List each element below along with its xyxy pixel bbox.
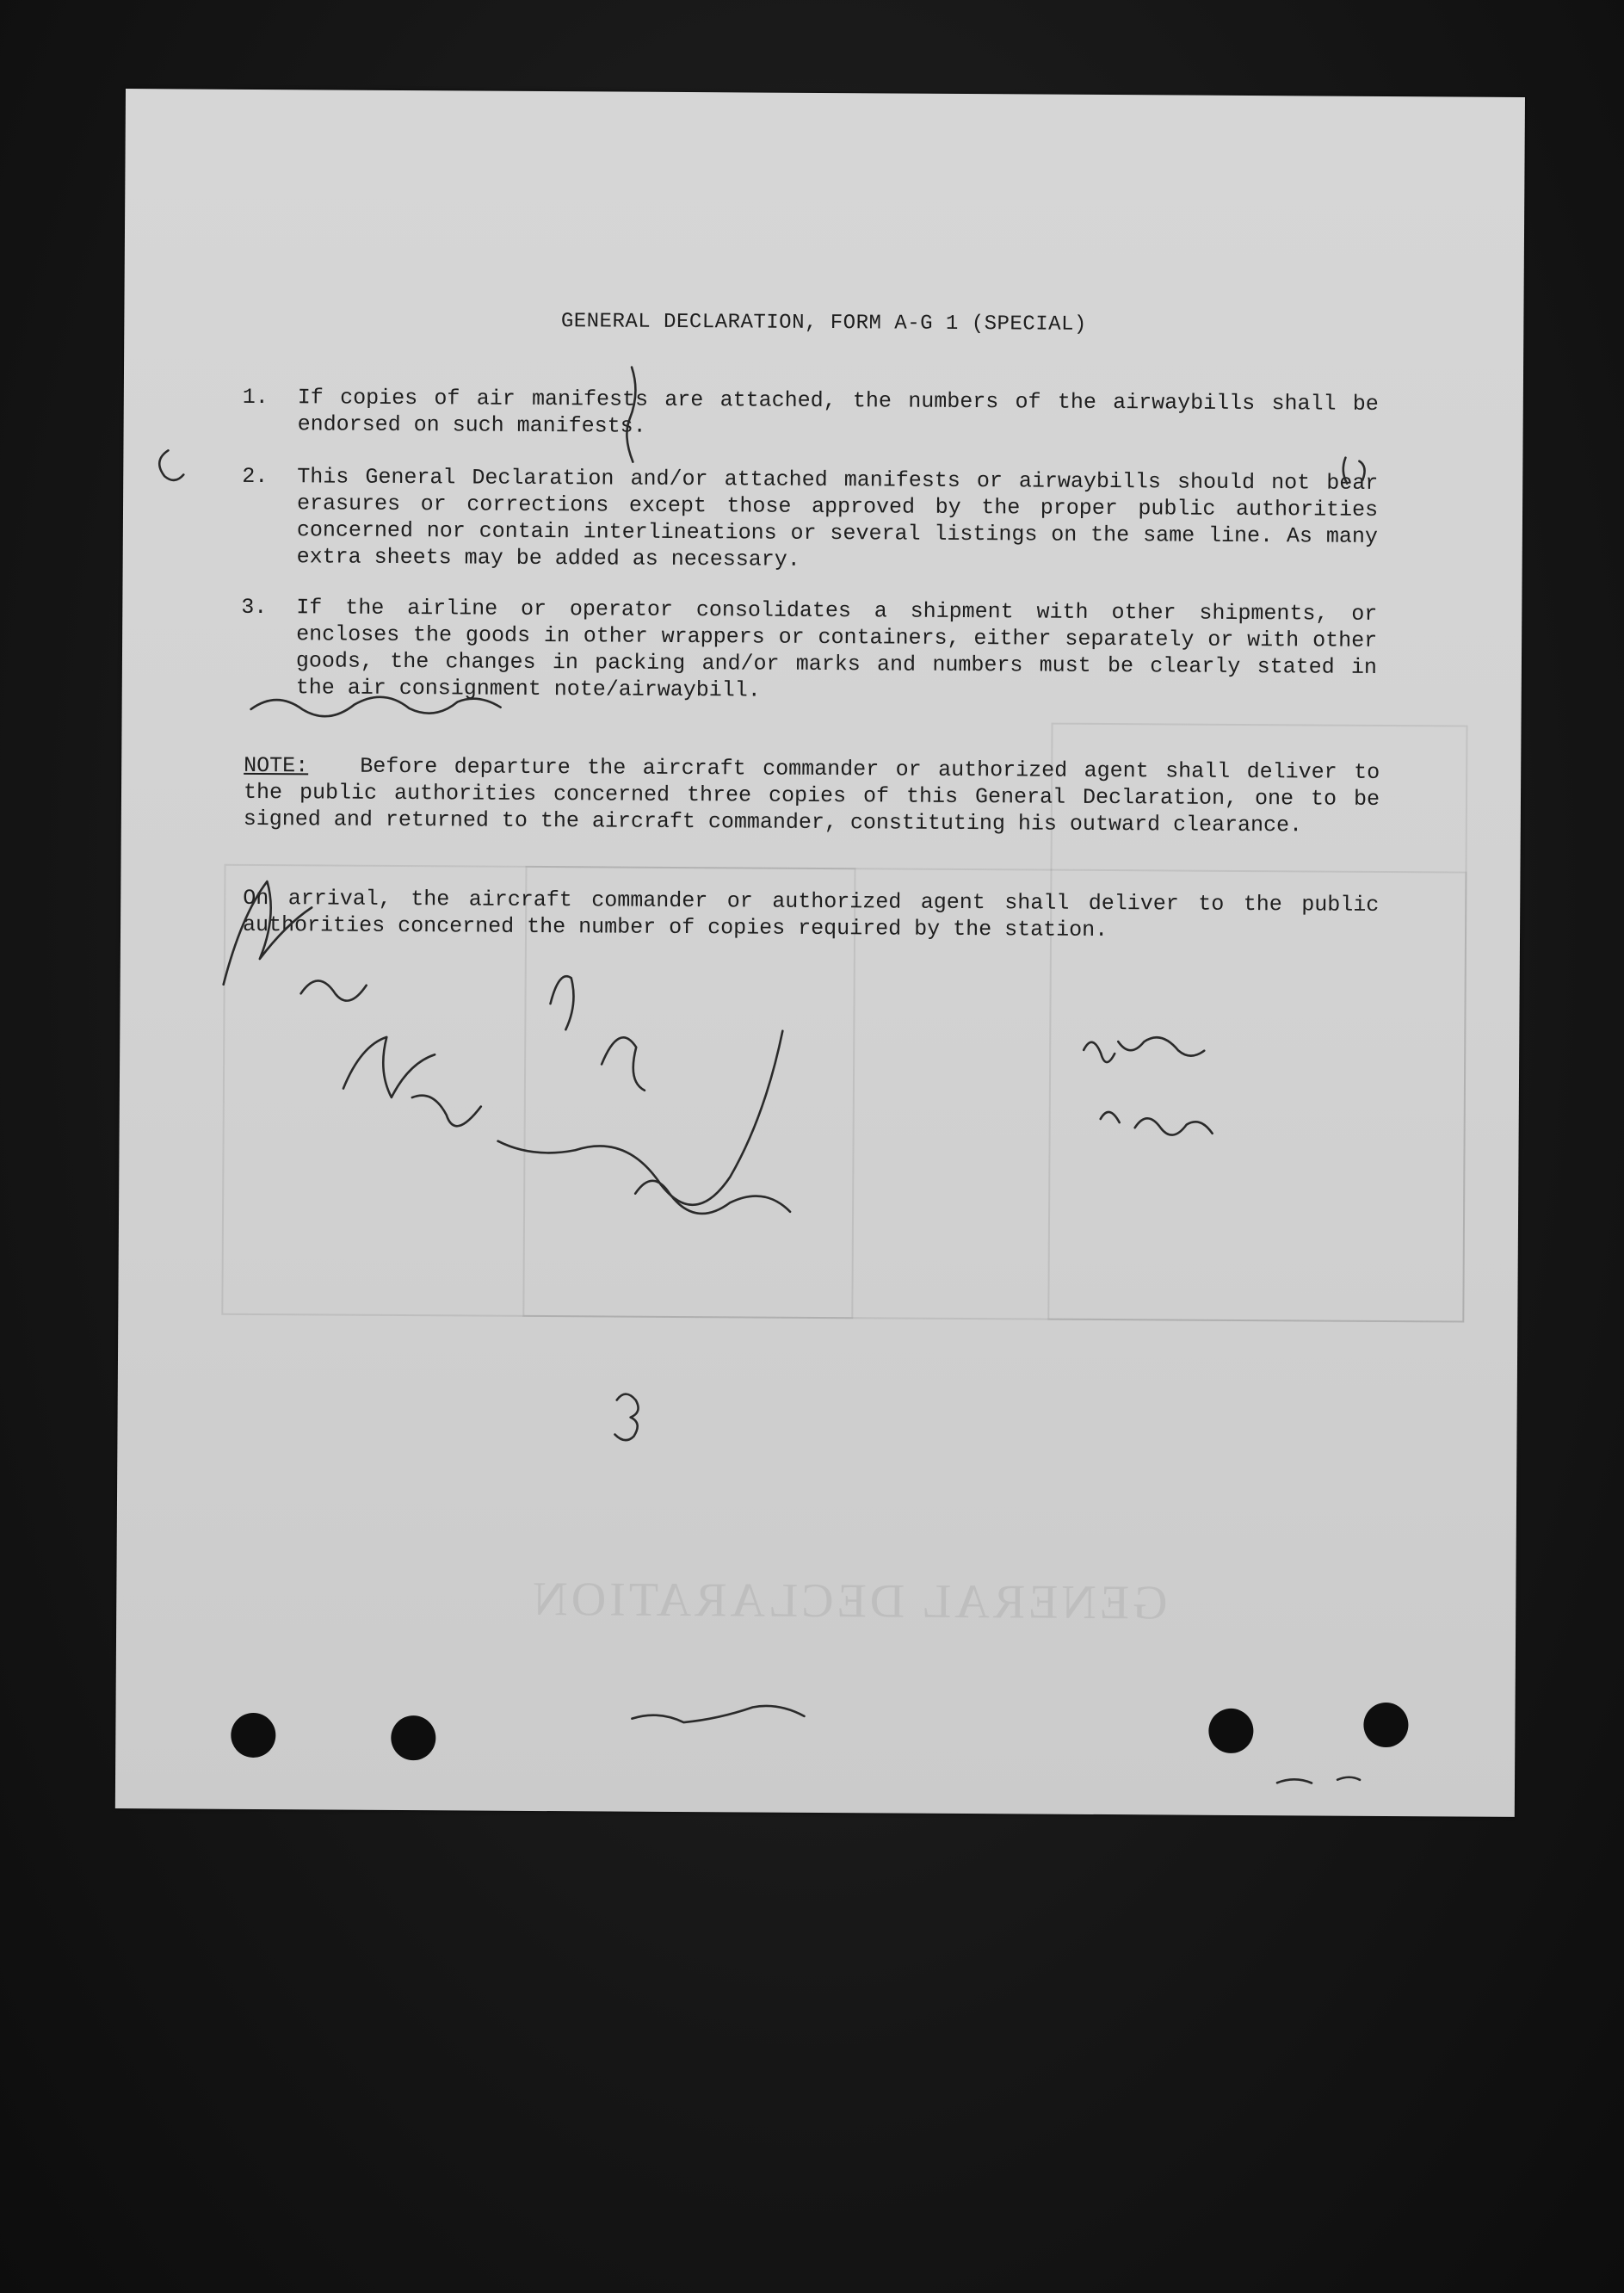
document-page (115, 89, 1525, 1817)
mark (1277, 1777, 1360, 1783)
stamp-number-stroke (614, 1394, 638, 1441)
binder-hole (1208, 1709, 1253, 1753)
note-text: Before departure the aircraft commander or authorized agent shall deliver to the public authorities concerned three copies of this General Declaration, one to be signed and returned to the aircraft commander, constituting his outward clearance. (243, 753, 1380, 838)
initials (1101, 1112, 1213, 1135)
item-number: 1. (242, 384, 269, 411)
binder-hole (1363, 1703, 1408, 1747)
note-label: NOTE: (244, 752, 309, 779)
item-text: This General Declaration and/or attached manifests or airwaybills should not bear erasures or corrections except those approved by the proper public authorities concerned nor contain interlineations or several listings on the same line. As many extra sheets may be added as necessary. (296, 464, 1379, 572)
binder-hole (391, 1715, 435, 1760)
item-number: 3. (241, 594, 268, 621)
mark (632, 1705, 804, 1723)
bleed-through-heading: GENERAL DECLARATION (529, 1572, 1168, 1630)
signature (550, 976, 645, 1091)
scribble-line (251, 696, 501, 718)
bracket-mark (627, 368, 635, 462)
signature (224, 881, 367, 1001)
signature-flourish (497, 1029, 782, 1206)
page-title: GENERAL DECLARATION, FORM A-G 1 (SPECIAL) (560, 310, 1087, 337)
item-text: If the airline or operator consolidates a shipment with other shipments, or encloses the goods in other wrappers or containers, either separately or with other goods, the changes in packing and/or marks and numbers must be clearly stated in the air consignment note/airwaybill. (295, 595, 1378, 703)
margin-scribble (159, 450, 183, 480)
binder-hole (231, 1713, 275, 1758)
margin-scribble (1343, 458, 1365, 484)
signature (343, 1037, 482, 1127)
handwriting-layer (115, 89, 1525, 1817)
item-text: If copies of air manifests are attached, the numbers of the airwaybills shall be endorsed on such manifests. (297, 385, 1379, 439)
item-number: 2. (242, 463, 269, 490)
initials (1084, 1037, 1204, 1063)
arrival-paragraph: On arrival, the aircraft commander or authorized agent shall deliver to the public authorities concerned the number of copies required by the station. (242, 885, 1380, 943)
